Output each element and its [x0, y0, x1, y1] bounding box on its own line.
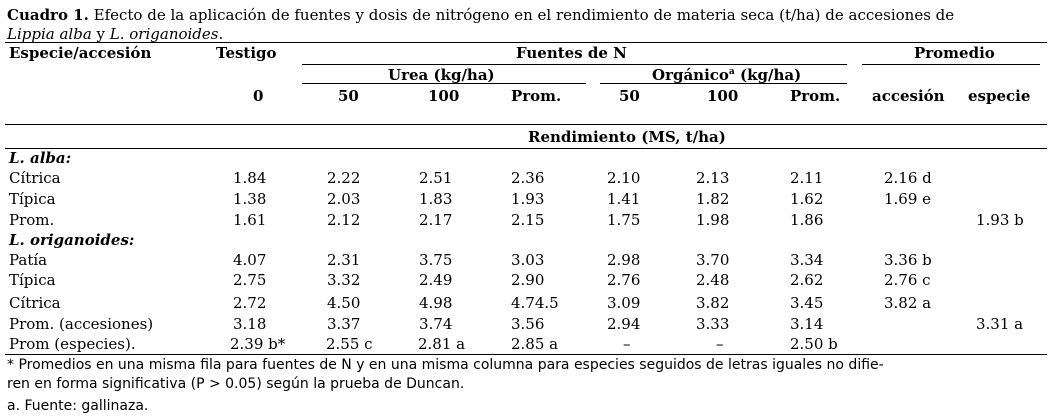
header-urea-50: 50	[338, 87, 359, 105]
header-org-prom: Prom.	[790, 87, 841, 105]
cell-org-100: –	[716, 335, 724, 353]
cell-org-50: 3.09	[607, 294, 641, 312]
cell-prom-accesion: 3.36 b	[884, 251, 932, 269]
cell-urea-50: 2.55 c	[326, 335, 373, 353]
cell-urea-100: 3.75	[419, 251, 453, 269]
cell-prom-especie: 1.93 b	[976, 211, 1024, 229]
cell-urea-100: 2.17	[419, 211, 453, 229]
rule-header-bottom	[5, 124, 1047, 125]
header-organico: Orgánico$^a$ (kg/ha)	[652, 66, 802, 84]
row-label: Típica	[9, 190, 56, 208]
cell-org-prom: 2.50 b	[790, 335, 838, 353]
header-especie: Especie/accesión	[9, 44, 152, 62]
cell-prom-accesion: 3.82 a	[884, 294, 932, 312]
cell-urea-100: 2.51	[419, 169, 453, 187]
header-urea-prom: Prom.	[511, 87, 562, 105]
cell-org-prom: 1.62	[790, 190, 824, 208]
cell-org-100: 3.33	[696, 315, 730, 333]
caption-end: .	[218, 25, 224, 43]
rule-urea	[302, 83, 586, 84]
cell-urea-prom: 2.90	[511, 271, 545, 289]
cell-testigo: 1.61	[233, 211, 267, 229]
footnote-star-line1: * Promedios en una misma fila para fuentes de N y en una misma columna para especies seguidos de letras iguales no difie-	[7, 357, 884, 373]
rule-promedio	[862, 64, 1040, 65]
cell-org-prom: 2.62	[790, 271, 824, 289]
cell-org-50: 1.75	[607, 211, 641, 229]
cell-org-50: 2.98	[607, 251, 641, 269]
cell-urea-100: 1.83	[419, 190, 453, 208]
cell-testigo: 3.18	[233, 315, 267, 333]
cell-urea-prom: 2.85 a	[511, 335, 559, 353]
header-org-100: 100	[707, 87, 739, 105]
cell-org-prom: 3.45	[790, 294, 824, 312]
cell-urea-50: 2.22	[327, 169, 361, 187]
cell-testigo: 2.72	[233, 294, 267, 312]
cell-prom-accesion: 2.76 c	[884, 271, 931, 289]
cell-org-100: 3.82	[696, 294, 730, 312]
caption-conj: y	[91, 25, 110, 43]
footnote-star-line2: ren en forma significativa (P > 0.05) según la prueba de Duncan.	[7, 376, 465, 392]
header-dose-0: 0	[253, 87, 264, 105]
cell-urea-prom: 2.15	[511, 211, 545, 229]
cell-urea-prom: 3.03	[511, 251, 545, 269]
caption-number: Cuadro 1.	[7, 6, 89, 24]
cell-testigo: 1.84	[233, 169, 267, 187]
cell-org-100: 2.13	[696, 169, 730, 187]
footnote-a: a. Fuente: gallinaza.	[7, 398, 149, 414]
rule-top	[5, 42, 1047, 43]
row-label: Cítrica	[9, 294, 61, 312]
cell-urea-prom: 2.36	[511, 169, 545, 187]
header-fuentes: Fuentes de N	[516, 44, 627, 62]
table-caption	[7, 6, 1047, 44]
row-label: Típica	[9, 271, 56, 289]
header-testigo: Testigo	[216, 44, 277, 62]
group-label-alba: L. alba:	[9, 149, 72, 167]
cell-org-100: 2.48	[696, 271, 730, 289]
row-label: Prom.	[9, 211, 55, 229]
cell-prom-especie: 3.31 a	[976, 315, 1024, 333]
cell-org-50: 2.76	[607, 271, 641, 289]
caption-text: Efecto de la aplicación de fuentes y dosis de nitrógeno en el rendimiento de materia seca (t/ha) de accesiones de	[93, 6, 955, 24]
group-label-origanoides: L. origanoides:	[9, 231, 135, 249]
header-org-50: 50	[619, 87, 640, 105]
header-accesion: accesión	[872, 87, 945, 105]
rule-bottom	[5, 354, 1047, 355]
cell-org-100: 1.82	[696, 190, 730, 208]
cell-urea-50: 3.32	[327, 271, 361, 289]
cell-org-prom: 2.11	[790, 169, 824, 187]
cell-testigo: 2.39 b*	[230, 335, 286, 353]
row-label: Prom (especies).	[9, 335, 136, 353]
cell-org-prom: 1.86	[790, 211, 824, 229]
cell-testigo: 1.38	[233, 190, 267, 208]
header-urea: Urea (kg/ha)	[388, 66, 495, 84]
cell-org-50: 1.41	[607, 190, 641, 208]
caption-species-a: Lippia alba	[7, 25, 92, 43]
header-especie-col: especie	[968, 87, 1031, 105]
cell-urea-prom: 3.56	[511, 315, 545, 333]
cell-prom-accesion: 1.69 e	[884, 190, 932, 208]
row-label: Cítrica	[9, 169, 61, 187]
cell-urea-100: 4.98	[419, 294, 453, 312]
cell-org-prom: 3.34	[790, 251, 824, 269]
cell-urea-100: 3.74	[419, 315, 453, 333]
header-rendimiento: Rendimiento (MS, t/ha)	[528, 128, 726, 146]
caption-species-b: L. origanoides	[109, 25, 219, 43]
cell-org-50: 2.10	[607, 169, 641, 187]
cell-org-50: –	[623, 335, 631, 353]
header-promedio: Promedio	[914, 44, 995, 62]
cell-urea-50: 3.37	[327, 315, 361, 333]
cell-urea-100: 2.81 a	[418, 335, 466, 353]
cell-org-100: 1.98	[696, 211, 730, 229]
cell-urea-50: 4.50	[327, 294, 361, 312]
rule-organico	[600, 83, 847, 84]
row-label: Patía	[9, 251, 48, 269]
rule-fuentes	[302, 64, 847, 65]
cell-testigo: 4.07	[233, 251, 267, 269]
cell-prom-accesion: 2.16 d	[884, 169, 932, 187]
cell-org-prom: 3.14	[790, 315, 824, 333]
rule-units	[5, 148, 1047, 149]
cell-urea-prom: 1.93	[511, 190, 545, 208]
cell-org-100: 3.70	[696, 251, 730, 269]
cell-org-50: 2.94	[607, 315, 641, 333]
cell-urea-50: 2.03	[327, 190, 361, 208]
cell-testigo: 2.75	[233, 271, 267, 289]
header-urea-100: 100	[428, 87, 460, 105]
cell-urea-100: 2.49	[419, 271, 453, 289]
cell-urea-prom: 4.74.5	[511, 294, 559, 312]
cell-urea-50: 2.31	[327, 251, 361, 269]
row-label: Prom. (accesiones)	[9, 315, 154, 333]
cell-urea-50: 2.12	[327, 211, 361, 229]
